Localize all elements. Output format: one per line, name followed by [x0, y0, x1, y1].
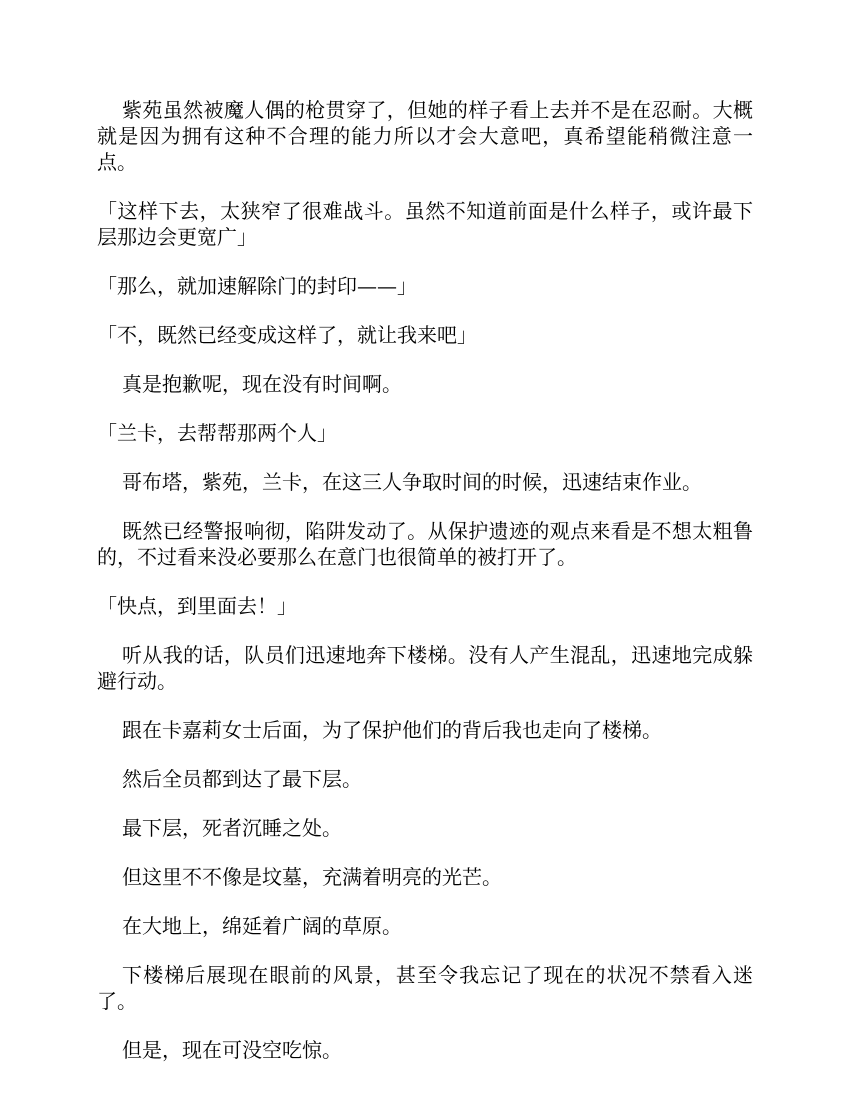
dialogue-line-3: 「不，既然已经变成这样了，就让我来吧」	[97, 323, 477, 347]
paragraph-9: 但这里不不像是坟墓，充满着明亮的光芒。	[122, 865, 502, 889]
paragraph-7: 然后全员都到达了最下层。	[122, 767, 362, 791]
paragraph-3: 哥布塔，紫苑，兰卡，在这三人争取时间的时候，迅速结束作业。	[122, 470, 702, 494]
paragraph-1: 紫苑虽然被魔人偶的枪贯穿了，但她的样子看上去并不是在忍耐。大概就是因为拥有这种不合理的能力所以才会大意吧，真希望能稍微注意一点。	[97, 98, 753, 174]
paragraph-8: 最下层，死者沉睡之处。	[122, 816, 342, 840]
paragraph-10: 在大地上，绵延着广阔的草原。	[122, 914, 402, 938]
paragraph-5: 听从我的话，队员们迅速地奔下楼梯。没有人产生混乱，迅速地完成躲避行动。	[97, 643, 753, 693]
paragraph-12: 但是，现在可没空吃惊。	[122, 1038, 342, 1062]
paragraph-4: 既然已经警报响彻，陷阱发动了。从保护遗迹的观点来看是不想太粗鲁的，不过看来没必要那么在意门也很简单的被打开了。	[97, 519, 753, 569]
dialogue-line-2: 「那么，就加速解除门的封印——」	[97, 274, 417, 298]
dialogue-line-5: 「快点，到里面去！」	[97, 594, 297, 618]
paragraph-2: 真是抱歉呢，现在没有时间啊。	[122, 372, 402, 396]
paragraph-11: 下楼梯后展现在眼前的风景，甚至令我忘记了现在的状况不禁看入迷了。	[97, 963, 753, 1013]
document-page	[97, 97, 753, 1086]
dialogue-line-4: 「兰卡，去帮帮那两个人」	[97, 421, 337, 445]
dialogue-line-1: 「这样下去，太狭窄了很难战斗。虽然不知道前面是什么样子，或许最下层那边会更宽广」	[97, 199, 753, 249]
paragraph-6: 跟在卡嘉莉女士后面，为了保护他们的背后我也走向了楼梯。	[122, 718, 662, 742]
